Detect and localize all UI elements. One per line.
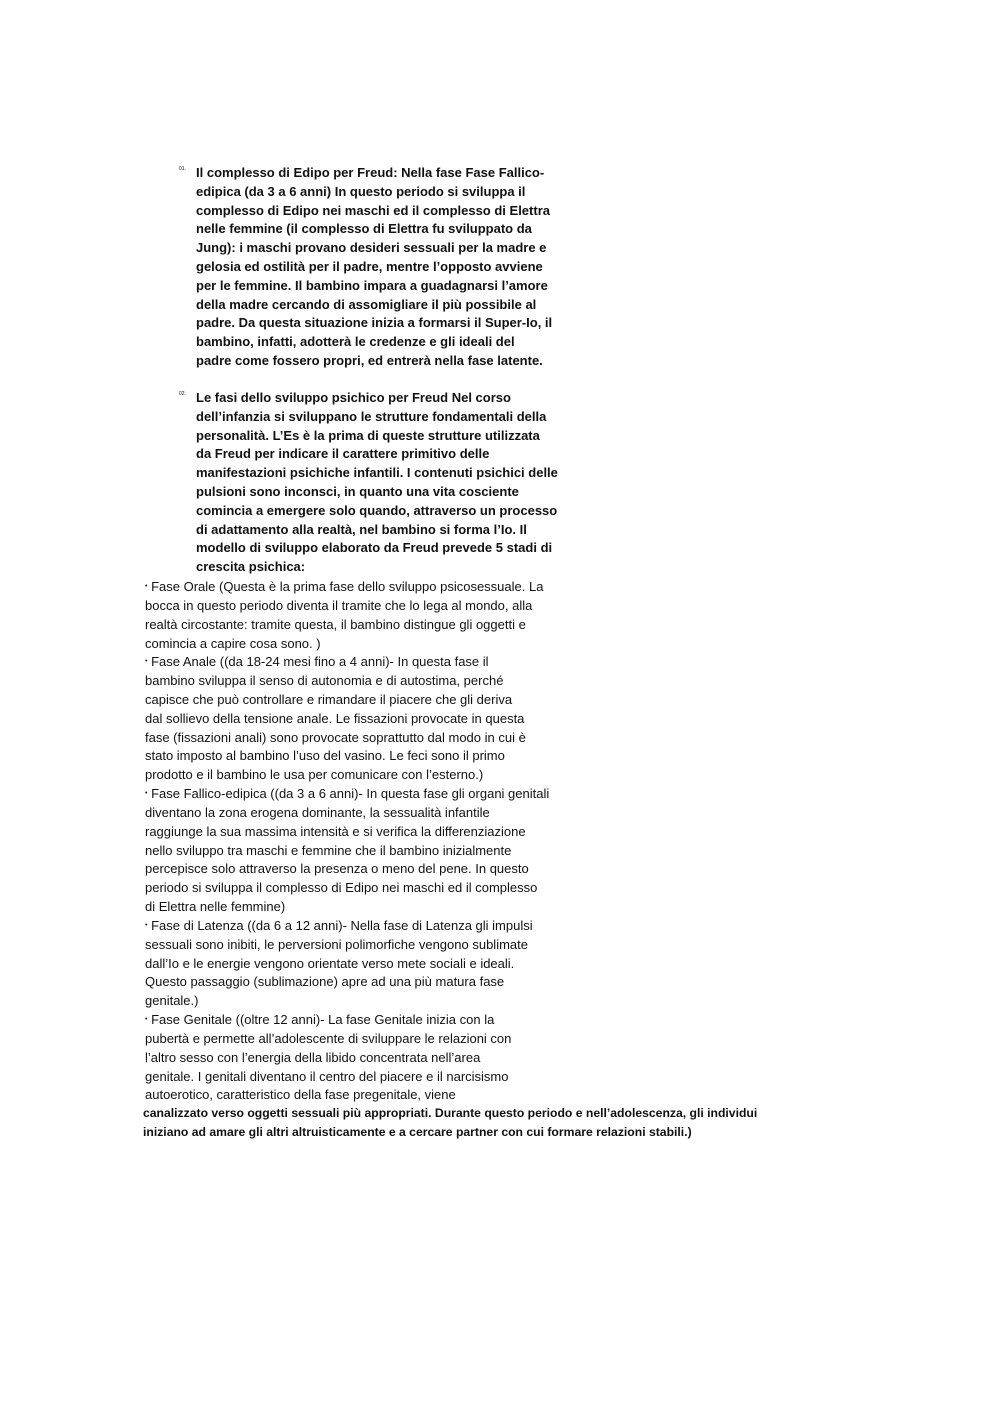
text-line: personalità. L’Es è la prima di queste strutture utilizzata [196,427,540,443]
text-line: Il complesso di Edipo per Freud: Nella fase Fase Fallico- [196,165,545,180]
text-line: pulsioni sono inconsci, in quanto una vita cosciente [196,483,519,499]
phase-title-text: Fase Fallico-edipica ((da 3 a 6 anni)- In questa fase gli organi genitali [151,786,550,802]
item-number: 01. [179,166,186,172]
bullet-icon: • [145,921,148,929]
text-line: comincia a emergere solo quando, attraverso un processo [196,502,558,518]
text-line: l’altro sesso con l’energia della libido concentrata nell’area [145,1049,481,1065]
phase-item [145,578,585,653]
text-line: della madre cercando di assomigliare il più possibile al [196,296,537,312]
text-line: complesso di Edipo nei maschi ed il complesso di Elettra [196,202,550,218]
text-line: iniziano ad amare gli altri altruisticamente e a cercare partner con cui formare relazioni stabili.) [143,1124,692,1139]
phases-list [145,578,585,1105]
phase-item [145,1011,585,1105]
numbered-paragraph-oedipus [179,164,576,371]
text-line: dal sollievo della tensione anale. Le fissazioni provocate in questa [145,710,525,726]
text-line: stato imposto al bambino l’uso del vasino. Le feci sono il primo [145,748,505,764]
numbered-paragraph-freud-phases [179,389,576,577]
text-line: fase (fissazioni anali) sono provocate soprattutto dal modo in cui è [145,729,526,745]
text-line: pubertà e permette all’adolescente di sviluppare le relazioni con [145,1030,512,1046]
bullet-icon: • [145,583,148,591]
text-line: capisce che può controllare e rimandare il piacere che gli deriva [145,692,513,708]
phase-item [145,917,585,1011]
closing-paragraph [143,1104,823,1142]
phase-title-text: Fase Orale (Questa è la prima fase dello sviluppo psicosessuale. La [151,579,544,594]
item-number: 02. [179,391,186,397]
text-line: modello di sviluppo elaborato da Freud prevede 5 stadi di [196,540,553,556]
text-line: periodo si sviluppa il complesso di Edipo nei maschi ed il complesso [145,880,538,896]
phase-first-line [145,1011,585,1030]
text-line: genitale. I genitali diventano il centro del piacere e il narcisismo [145,1068,509,1084]
phase-title-text: Fase di Latenza ((da 6 a 12 anni)- Nella fase di Latenza gli impulsi [151,917,533,933]
text-line: nello sviluppo tra maschi e femmine che il bambino inizialmente [145,842,512,858]
phase-first-line [145,578,585,597]
phase-item [145,785,585,917]
text-line: padre. Da questa situazione inizia a formarsi il Super-Io, il [196,315,553,331]
text-line: bambino sviluppa il senso di autonomia e di autostima, perché [145,673,504,689]
bullet-icon: • [145,658,148,666]
text-line: raggiunge la sua massima intensità e si verifica la differenziazione [145,823,526,839]
paragraph-lines [196,164,576,371]
text-line: dall’Io e le energie vengono orientate verso mete sociali e ideali. [145,955,515,971]
text-line: di adattamento alla realtà, nel bambino si forma l’Io. Il [196,521,527,537]
phase-title-text: Fase Genitale ((oltre 12 anni)- La fase Genitale inizia con la [151,1011,495,1027]
text-line: da Freud per indicare il carattere primitivo delle [196,446,490,462]
text-line: diventano la zona erogena dominante, la sessualità infantile [145,805,490,821]
text-line: prodotto e il bambino le usa per comunicare con l’esterno.) [145,767,484,783]
text-line: edipica (da 3 a 6 anni) In questo periodo si sviluppa il [196,183,526,199]
text-line: nelle femmine (il complesso di Elettra fu sviluppato da [196,221,532,237]
text-line: comincia a capire cosa sono. ) [145,635,321,651]
text-line: gelosia ed ostilità per il padre, mentre l’opposto avviene [196,258,543,274]
bullet-icon: • [145,1016,148,1024]
text-line: genitale.) [145,993,199,1009]
paragraph-lines [196,389,576,577]
phase-item [145,653,585,785]
text-line: bambino, infatti, adotterà le credenze e gli ideali del [196,334,515,350]
text-line: bocca in questo periodo diventa il tramite che lo lega al mondo, alla [145,597,533,613]
text-line: manifestazioni psichiche infantili. I contenuti psichici delle [196,465,558,481]
text-line: per le femmine. Il bambino impara a guadagnarsi l’amore [196,277,548,293]
text-line: di Elettra nelle femmine) [145,899,286,915]
phase-title-text: Fase Anale ((da 18-24 mesi fino a 4 anni)- In questa fase il [151,654,489,670]
text-line: dell’infanzia si sviluppano le strutture fondamentali della [196,408,547,424]
phase-first-line [145,653,585,672]
text-line: canalizzato verso oggetti sessuali più appropriati. Durante questo periodo e nell’adolescenza, gli individui [143,1106,758,1120]
text-line: realtà circostante: tramite questa, il bambino distingue gli oggetti e [145,616,526,632]
text-line: padre come fossero propri, ed entrerà nella fase latente. [196,352,543,368]
text-line: crescita psichica: [196,559,306,575]
text-line: Jung): i maschi provano desideri sessuali per la madre e [196,240,547,256]
text-line: Le fasi dello sviluppo psichico per Freud Nel corso [196,390,511,405]
bullet-icon: • [145,790,148,798]
text-line: Questo passaggio (sublimazione) apre ad una più matura fase [145,974,505,990]
text-line: percepisce solo attraverso la presenza o meno del pene. In questo [145,861,529,877]
phase-first-line [145,917,585,936]
phase-first-line [145,785,585,804]
text-line: sessuali sono inibiti, le perversioni polimorfiche vengono sublimate [145,936,528,952]
text-line: autoerotico, caratteristico della fase pregenitale, viene [145,1087,456,1103]
